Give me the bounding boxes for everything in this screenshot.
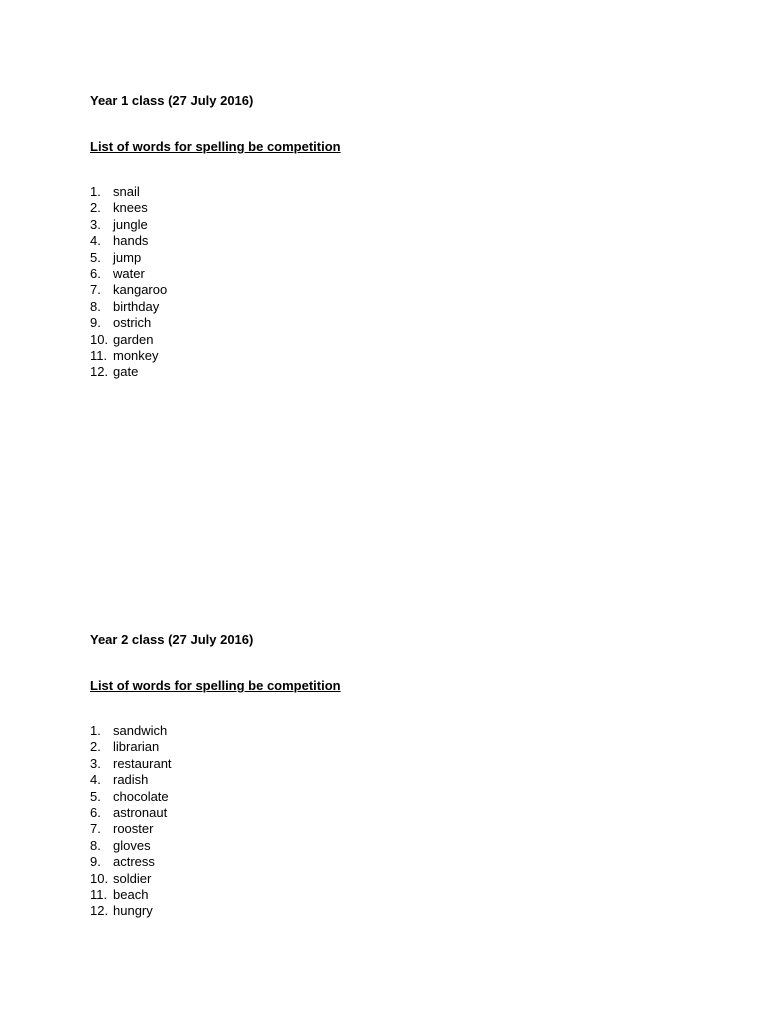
item-number: 6.	[90, 265, 101, 281]
item-number: 3.	[90, 216, 101, 232]
item-number: 7.	[90, 282, 101, 298]
class-title: Year 1 class (27 July 2016)	[90, 93, 254, 108]
item-number: 5.	[90, 788, 101, 804]
list-item	[90, 299, 690, 315]
item-number: 12.	[90, 364, 109, 380]
item-word: chocolate	[113, 788, 169, 804]
item-word: hungry	[113, 903, 153, 919]
list-item	[90, 887, 690, 903]
item-word: jump	[113, 249, 142, 265]
list-item	[90, 200, 690, 216]
item-word: knees	[113, 200, 148, 216]
item-word: radish	[113, 772, 149, 788]
item-word: jungle	[113, 216, 148, 232]
list-item	[90, 821, 690, 837]
list-item	[90, 772, 690, 788]
item-word: sandwich	[113, 723, 168, 738]
list-item	[90, 756, 690, 772]
item-number: 1.	[90, 723, 101, 738]
item-word: ostrich	[113, 315, 152, 331]
list-item	[90, 250, 690, 266]
item-word: rooster	[113, 821, 154, 837]
item-number: 9.	[90, 315, 101, 331]
word-list	[90, 184, 690, 381]
class-title: Year 2 class (27 July 2016)	[90, 632, 254, 647]
year-2-section	[90, 631, 690, 920]
list-item	[90, 903, 690, 919]
item-number: 4.	[90, 772, 101, 788]
item-word: restaurant	[113, 755, 172, 771]
item-word: garden	[113, 331, 154, 347]
item-word: gate	[113, 364, 139, 380]
list-item	[90, 315, 690, 331]
year-1-section	[90, 92, 690, 381]
item-number: 5.	[90, 249, 101, 265]
item-number: 10.	[90, 331, 109, 347]
item-word: soldier	[113, 870, 152, 886]
item-word: kangaroo	[113, 282, 168, 298]
item-word: beach	[113, 886, 149, 902]
item-word: gloves	[113, 837, 151, 853]
item-word: monkey	[113, 347, 159, 363]
item-number: 10.	[90, 870, 109, 886]
item-number: 9.	[90, 854, 101, 870]
list-item	[90, 266, 690, 282]
list-item	[90, 871, 690, 887]
list-item	[90, 854, 690, 870]
item-number: 2.	[90, 200, 101, 216]
item-number: 3.	[90, 755, 101, 771]
item-number: 8.	[90, 837, 101, 853]
item-number: 1.	[90, 184, 101, 199]
list-item	[90, 739, 690, 755]
item-number: 6.	[90, 804, 101, 820]
item-word: hands	[113, 233, 149, 249]
list-item	[90, 789, 690, 805]
item-number: 8.	[90, 298, 101, 314]
item-word: astronaut	[113, 804, 168, 820]
list-item	[90, 805, 690, 821]
item-number: 11.	[90, 347, 108, 363]
list-item	[90, 348, 690, 364]
item-word: snail	[113, 184, 140, 199]
list-item	[90, 332, 690, 348]
word-list	[90, 723, 690, 920]
list-item	[90, 723, 690, 739]
item-word: water	[113, 265, 145, 281]
item-word: actress	[113, 854, 155, 870]
item-number: 12.	[90, 903, 109, 919]
list-item	[90, 217, 690, 233]
item-number: 11.	[90, 886, 108, 902]
item-number: 7.	[90, 821, 101, 837]
list-item	[90, 838, 690, 854]
item-word: librarian	[113, 739, 160, 755]
list-item	[90, 364, 690, 380]
list-heading: List of words for spelling be competition	[90, 678, 341, 693]
list-item	[90, 233, 690, 249]
list-item	[90, 282, 690, 298]
item-number: 4.	[90, 233, 101, 249]
item-word: birthday	[113, 298, 160, 314]
list-heading: List of words for spelling be competition	[90, 139, 341, 154]
list-item	[90, 184, 690, 200]
item-number: 2.	[90, 739, 101, 755]
